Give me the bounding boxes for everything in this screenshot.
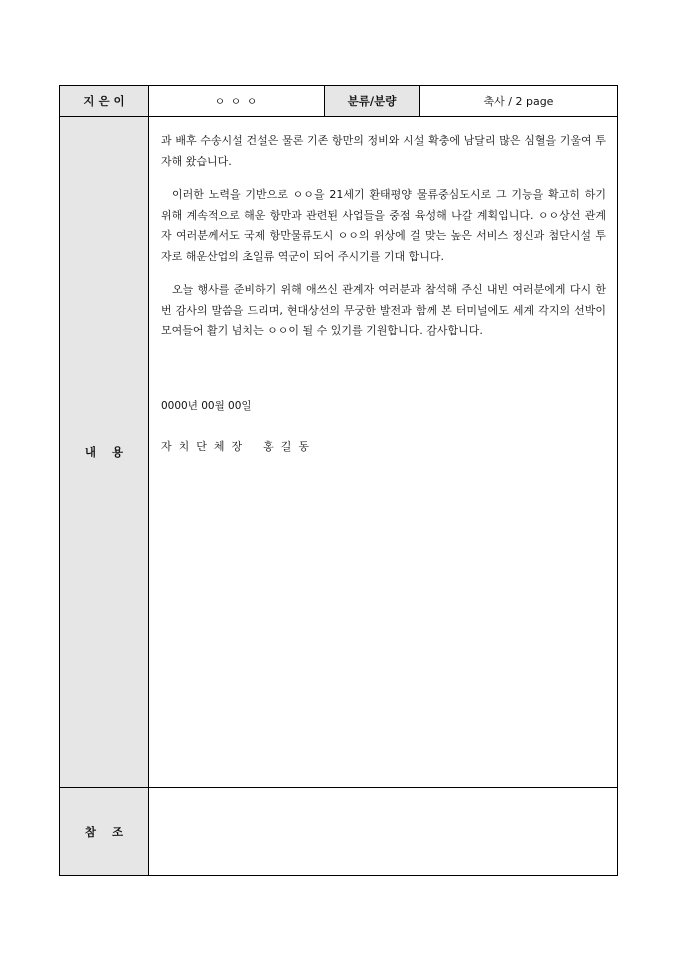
category-label: 분류/분량 <box>325 86 420 117</box>
reference-body <box>149 788 618 876</box>
author-value: ㅇ ㅇ ㅇ <box>149 86 325 117</box>
content-row <box>60 117 618 788</box>
content-body <box>149 117 618 788</box>
reference-label: 참 조 <box>60 788 149 876</box>
paragraph-2: 이러한 노력을 기반으로 ㅇㅇ을 21세기 환태평양 물류중심도시로 그 기능을 확고히 하기 위해 계속적으로 해운 항만과 관련된 사업들을 중점 육성해 나갈 계획입니다. ㅇㅇ상선 관계자 여러분께서도 국제 항만물류도시 ㅇㅇ의 위상에 걸 맞는 높은 서비스 정신과 첨단시설 투자로 해운산업의 초일류 역군이 되어 주시기를 기대 합니다. <box>161 188 606 263</box>
signature-name: 홍길동 <box>263 439 317 453</box>
header-row <box>60 86 618 117</box>
document-form-table <box>59 85 618 876</box>
content-label: 내 용 <box>60 117 149 788</box>
reference-row <box>60 788 618 876</box>
category-value: 축사 / 2 page <box>420 86 618 117</box>
paragraph-3: 오늘 행사를 준비하기 위해 애쓰신 관계자 여러분과 참석해 주신 내빈 여러분에게 다시 한번 감사의 말씀을 드리며, 현대상선의 무궁한 발전과 함께 본 터미널에도 세계 각지의 선박이 모여들어 활기 넘치는 ㅇㅇ이 될 수 있기를 기원합니다. 감사합니다. <box>161 283 606 337</box>
date-line: 0000년 00월 00일 <box>161 399 252 412</box>
signature-line <box>161 438 606 454</box>
paragraph-1: 과 배후 수송시설 건설은 물론 기존 항만의 정비와 시설 확충에 남달리 많은 심혈을 기울여 투자해 왔습니다. <box>161 134 606 168</box>
author-label: 지 은 이 <box>60 86 149 117</box>
signature-title: 자치단체장 <box>161 439 250 453</box>
